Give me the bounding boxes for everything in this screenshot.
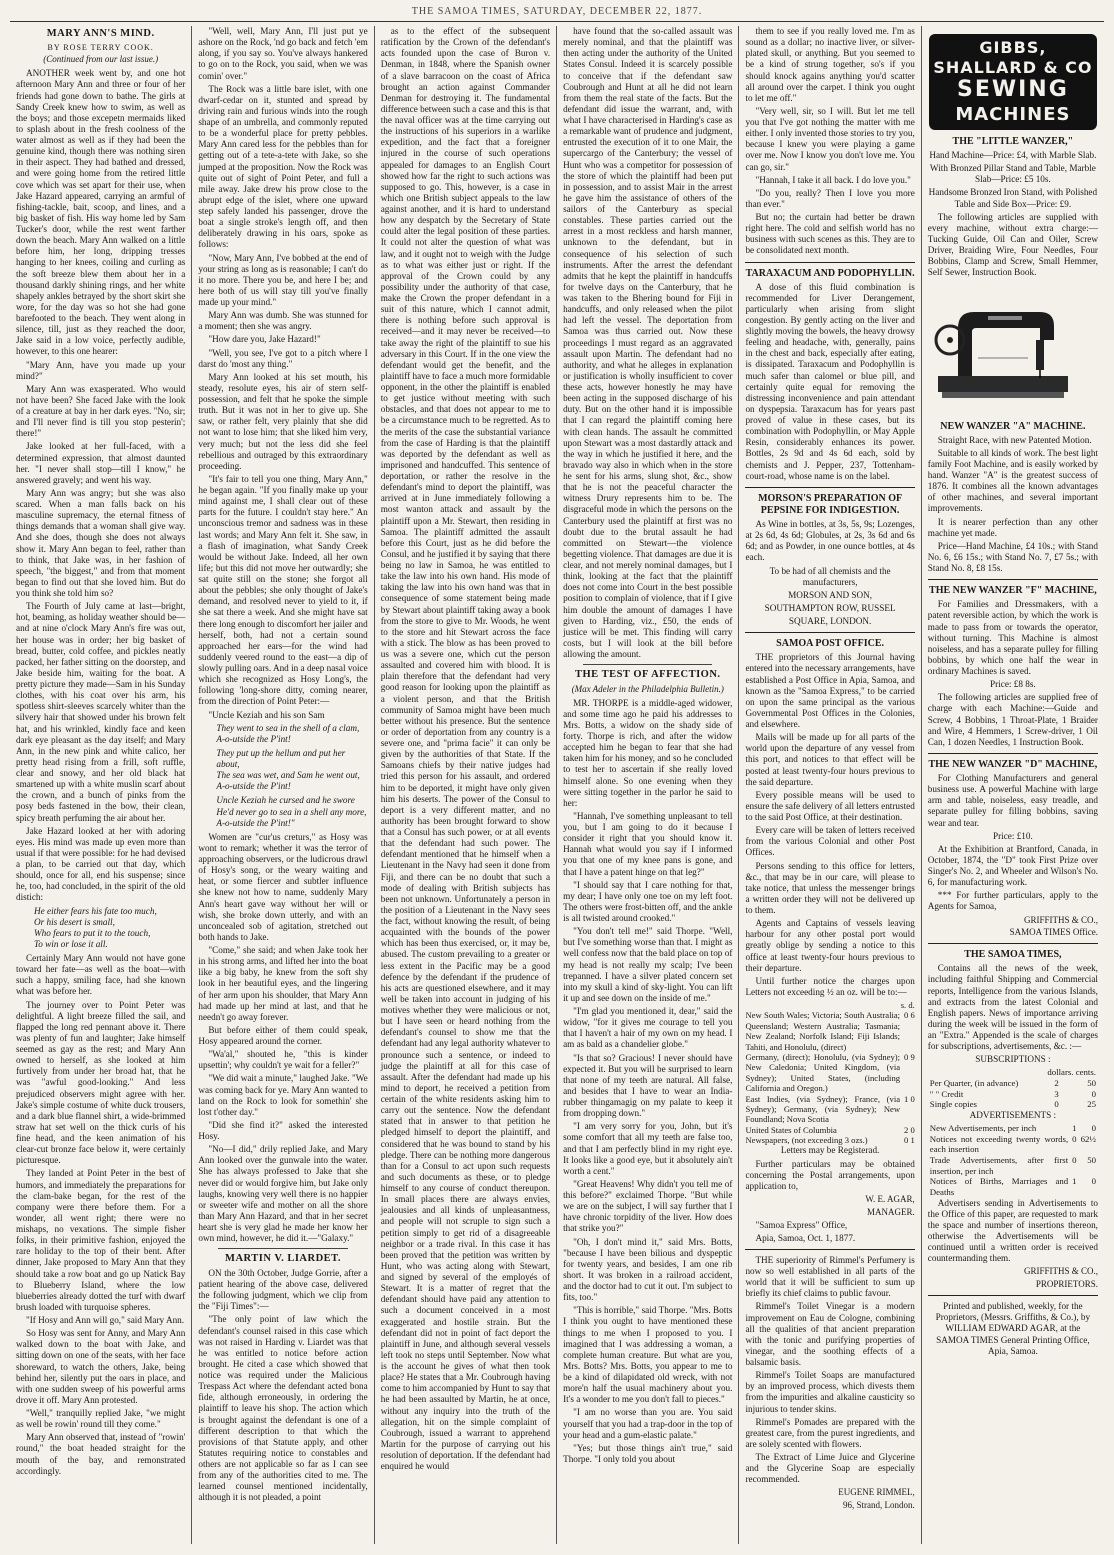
ad-text: *** For further particulars, apply to the Agents for Samoa, (927, 890, 1098, 912)
paragraph: "Well," tranquilly replied Jake, "we might as well be rowin' round till they come." (16, 1408, 186, 1430)
sewing-machine-icon (928, 288, 1078, 406)
ad-text: It is nearer perfection than any other machine yet made. (927, 516, 1098, 538)
signature-name: W. E. AGAR, (865, 1193, 915, 1204)
paragraph: "Great Heavens! Why didn't you tell me of this before?" exclaimed Thorpe. "But while we are on the subject, I will say further that I have chronic torpidity of the liver. How does that strike you?" (563, 1178, 733, 1234)
divider (745, 632, 914, 633)
table-row: Notices not exceeding twenty words, each insertion 0 62½ (929, 1133, 1096, 1155)
printer-imprint: Printed and published, weekly, for the Proprietors, (Messrs. Griffiths, & Co.), by WILLIAM EDWARD AGAR, at the SAMOA TIMES General Printing Office, Apia, Samoa. (935, 1301, 1091, 1356)
paragraph: as to the effect of the subsequent ratification by the Crown of the defendant's acts founded upon the case of Buron v. Denman, in 1848, where the Spanish owner of a slave barracoon on the coast of Africa brought an action against Commander Denman for destroying it. The fundamental difference between such a case and this is that the naval officer was at the time carrying out the instructions of his superiors in a warlike expedition, and the fact that a foreigner injured in the course of such operations appealed for damages to an English Court showed how far the right to such actions was supposed to go. This, however, is a case in which one British subject appeals to the law against another, and it is hard to understand how any despatch by the Secretary of State could alter the legal position of these parties. It could not alter the question of what was law, and it ought not to weigh with the Judge as to what was either just or right. If the approval of the Crown could by any possibility under the authority of that case, make the Crown the proper defendant in a suit of this nature, which I cannot admit, there is nothing before such approval is received—and it may never be received—to take away the right of the plaintiff to sue his adversary in this Court. If in the one view the defendant would get the benefit, and the plaintiff have to face a much more formidable opponent, in the other the plaintiff is enabled to get justice without meeting with such obstacles, and that does not appear to me to be a circumstance much to be regretted. As to the merits of the case the substantial variance from the case of Harding is that the plaintiff was deported by the defendant as well as imprisoned and handcuffed. This sentence of deportation, or rather the resolve in the defendant's mind to deport the plaintiff, was arrived at in June immediately following a most wanton attack and assault by the plaintiff upon a Mr. Stewart, then residing in Samoa. The plaintiff admitted the assault before this Court, just as he did before the Consul, and he justified it by saying that there being no law in Samoa, he was entitled to take the law into his own hand. His mode of taking the law into his own hand was that in consequence of some statement being made by Stewart about plaintiff taking away a book from the store to give to Mr. Woods, he went to the store and hit Stewart across the face with a stick. The blow as has been proved to us was a severe one, which cut the person assaulted and covered him with blood. It is plain therefore that the defendant had very good reason for looking upon the plaintiff as a violent person, and that the British community of Samoa might have been much better without his presence. But the sentence or order of deportation from any country is a severe one, and "prima facie" it can only be given by the authorities of that State. If the Samoans chiefs by their native judges had tried this person for his assault, and ordered him to be deported, it might have only given him his deserts. The power of the Consul to deport is a very different matter, and no authority has been brought forward to show that a Consul has such power, or at all events that the defendant had such power. The defendant mentioned that he himself when a Lieutenant in the Navy had seen it done from Fiji, and there can be no doubt that such a mode of dealing with British subjects has been not unknown. Unfortunately a person in the position of a Lieutenant in the Navy sees the fact, without knowing the result, of being acquainted with the bounds of the power which has been thus exercised, or, it may be, abused. The custom prevailing to a greater or less extent in the Pacific may be a good defence by the defendant if the prudence of his acts are questioned elsewhere, and it may well be taken into account in judging of his motives whether they were malicious or not, but I have seen or heard nothing from the defendant's counsel to show me that the defendant had any legal authority whatever to pronounce such a sentence, or indeed to judge the plaintiff at all for this case of assault. After the defendant had made up his mind to deport, he received a petition from certain of the white residents asking him to carry out the sentence. Now the defendant stated that in answer to that petition he pledged himself to deport the plaintiff, and considered that he was bound to stand by his pledge. There can be nothing more dangerous than for a Consul to act upon such requests and such documents as these, or to pledge himself to any course of conduct thereupon. In small places there are always envies, jealousies and all kinds of unpleasantness, and people will not scruple to sign such a petition simply to get rid of a disagreeable neighbor or a trade rival. In this case it has been proved that the petition was written by Hunt, who was acting along with Stewart, and signed by several of the employés of Stewart. It is a matter of regret that the defendant should have paid any attention to such a document conceived in a most exaggerated and hostile strain. But the defendant did not in point of fact deport the plaintiff in June, and although several vessels left took no steps until September. Now what is the account he gives of what then took place? He states that a Mr. Coubrough having come to him accompanied by Hunt to say that he had been assaulted by Martin, he at once, without any inquiry into the truth of the allegation, hit on the simple complaint of Coubrough, issued a warrant to apprehend Martin for the purpose of carrying out his resolution of deportation. If the defendant had enquired he would (380, 26, 551, 1472)
paragraph: But no; the curtain had better be drawn right here. The cold and selfish world has no business with such scenes as this. They are to be consolidated next month. (745, 212, 915, 256)
paragraph: Mary Ann was exasperated. Who would not have been? She faced Jake with the look of a creature at bay in her dark eyes. "No, sir; and I'll never find is till you stop pesterin'; there!" (16, 383, 186, 439)
advertisements-title: ADVERTISEMENTS : (969, 1110, 1057, 1121)
verse-line: A-o-utside the P'int! (216, 733, 291, 744)
verse (198, 723, 367, 745)
postal-header: s. d. (900, 1000, 915, 1010)
post-office-title: SAMOA POST OFFICE. (776, 638, 885, 650)
advertisements-table (928, 1123, 1098, 1197)
ad-text: As Wine in bottles, at 3s, 5s, 9s; Lozenges, at 2s 6d, 4s 6d; Globules, at 2s, 3s 6d and 6s 6d; and as Powder, in one ounce bottles, at 4s each. (745, 519, 915, 563)
paragraph: THE proprietors of this Journal having entered into the necessary arrangements, have established a Post Office in Apia, Samoa, and known as the "Samoa Express," to be carried on upon the same principal as the various Governmental Post Offices in the Colonies, and elsewhere. (745, 652, 915, 729)
divider (928, 1295, 1098, 1296)
subscriptions-table (928, 1067, 1098, 1110)
paragraph: Mary Ann was dumb. She was stunned for a moment; then she was angry. (198, 310, 368, 332)
verse-line: The sea was wet, and Sam he went out, (216, 770, 360, 781)
paragraph: Women are "cur'us creturs," as Hosy was wont to remark; whether it was the terror of approaching observers, or the ludicrous drawl of Hosy's song, or the weary waiting and heat, or some fiercer and subtler influence she knew not how to name, suddenly Mary Ann's heart gave way without her will or wish, she broke down utterly, and with an unconcealed sob of agitation, stretched out both hands to Jake. (198, 831, 368, 942)
paragraph: "Did she find it?" asked the interested Hosy. (198, 1119, 368, 1141)
table-row: dollars. cents. (1047, 1067, 1096, 1078)
article-title: MARTIN V. LIARDET. (225, 1253, 342, 1265)
table-row: Trade Advertisements, after first insertion, per inch 0 50 (929, 1155, 1096, 1176)
paragraph: "The only point of law which the defendant's counsel raised in this case which was not raised in Harding v. Liardet was that he was entitled to notice before action brought. He cited a case which showed that notice was required under the Malicious Trespass Act where the defendant acted bona fide, although erroneously, in ordering the plaintiff to leave his shop. The action which is brought against the defendant is one of a different description to that which the provisions of that Statute apply, and other Statutes requiring notice to constables and others are not applicable so far as I can see from any of the authorities cited to me. The learned counsel mentioned incidentally, although it is not pleaded, a point (198, 1314, 368, 1503)
ad-text: Price—Hand Machine, £4 10s.; with Stand No. 6, £6 15s.; with Stand No. 7, £7 5s.; with Stand No. 8, £8 15s. (927, 540, 1098, 574)
column-6 (922, 26, 1104, 1544)
ad-text: Rimmel's Toilet Soaps are manufactured by an improved process, which divests them from the impurities and alkaline causticity so injurious to tender skins. (745, 1370, 915, 1414)
ad-text: The following articles are supplied with every machine, without extra charge:—Tucking Guide, Oil Can and Oiler, Screw Driver, Braiding Wire, Four Needles, Four Bobbins, Clamp and Screw, Small Hemmer, Self Sewer, Instruction Book. (927, 211, 1098, 278)
paragraph: Mary Ann looked at his set mouth, his steady, resolute eyes, his air of stern self-possession, and felt that he spoke the simple truth. But it was not in her to give up. She saw, or rather felt, very plainly that she did not want to lose him; that she liked him very, very much; but not the less did she feel rebellious and outraged by this extraordinary proceeding. (198, 371, 368, 471)
paragraph: "Wa'al," shouted he, "this is kinder upsettin'; why couldn't ye wait for a feller?" (198, 1049, 368, 1071)
ad-text: For Families and Dressmakers, with a patent reversible action, by which the work is made to pass from or towards the operator, without turning. This Machine is almost noiseless, and has a separate pulley for filling bobbins, by which one half the wear in ordinary Machines is saved. (927, 599, 1098, 677)
verse-line: He either fears his fate too much, (34, 905, 157, 916)
paragraph: ANOTHER week went by, and one hot afternoon Mary Ann and three or four of her friends had gone down to bathe. The girls at Sandy Creek knew how to swim, as well as the boys; and those excepetn mermaids liked to splash about in the fresh coolness of the water almost as well as if they had been the genuine kind, though there was nothing siren in their aspect. They had bathed and dressed, and were going home from the retired little cove which was set apart for their use, when Jake Hazard appeared, carrying an armful of fishing-tackle, bait, scoop, and lines, and a big basket of fish. His way home led by Sam Tucker's door, while the rest went farther down the beach. Mary Ann walked on a little before him, her long, dripping tresses hanging to her knees, coiling and curling as the soft breeze blew them about her in a thousand darkly shining rings, and her white shapely ankles betrayed by the short skirt she wore, for the day was so hot she had gone barefooted to the beach. They went along in silence, till, just as they reached the door, Jake said in a low voice, perfectly audible, however, to this one hearer: (16, 68, 186, 357)
ad-text: The following articles are supplied free of charge with each Machine:—Guide and Screw, 4 Bobbins, 1 Throat-Plate, 1 Braider and Wire, 4 Hemmers, 1 Screw-driver, 1 Oil Can, 1 dozen Needles, 1 Instruction Book. (927, 692, 1098, 747)
verse (198, 748, 367, 793)
paragraph: Mary Ann observed that, instead of "rowin' round," the boat headed straight for the mouth of the bay, and remonstrated accordingly. (16, 1432, 186, 1476)
signature-address: 96, Strand, London. (843, 1500, 915, 1511)
paragraph: Every possible means will be used to ensure the safe delivery of all letters entrusted to the said Post Office, at their destination. (745, 789, 915, 822)
ad-text: To be had of all chemists and the manufacturers, (769, 565, 891, 587)
paragraph: Agents and Captains of vessels leaving harbour for any other postal port would greatly oblige by sending a notice to this office at least twenty-four hours previous to their departure. (745, 918, 915, 973)
postal-rate-row: Newspapers, (not exceeding 3 ozs.) 0 1 (745, 1135, 915, 1146)
signature-name: EUGENE RIMMEL, (838, 1487, 915, 1498)
divider (745, 1249, 914, 1250)
paragraph: "I should say that I care nothing for that, my dear; I have only one toe on my left foot. The others were frost-bitten off, and the ankle is all twisted around crooked." (563, 879, 733, 924)
paragraph: Advertisers sending in Advertisements to the Office of this paper, are requested to mark the space and number of insertions thereon, otherwise the Advertisements will be continued until a written order is received countermanding them. (927, 1197, 1098, 1264)
column-3 (375, 26, 557, 1544)
paragraph: "Hannah, I've something unpleasant to tell you, but I am going to do it because I consider it right that you should know it. Hannah what would you say if I informed you that one of my knee pans is gone, and that I have a patent hinge on that leg?" (563, 810, 733, 877)
paragraph: Contains all the news of the week, including faithful Shipping and Commercial reports, Intelligence from the various Islands, and extracts from the latest Colonial and English papers. News of importance arriving during the week will be issued in the form of an "Extra." Appended is the scale of charges for subscriptions, advertisements, &c. :— (927, 963, 1098, 1052)
paragraph: "I'm glad you mentioned it, dear," said the widow, "for it gives me courage to tell you that I haven't a hair of my own on my head. I am as bald as a chandelier globe." (563, 1006, 733, 1050)
paragraph: "If Hosy and Ann will go," said Mary Ann. (26, 1315, 185, 1325)
paragraph: Every care will be taken of letters received from the various Colonial and other Post Offices. (745, 825, 915, 858)
paragraph: "Now, Mary Ann, I've bobbed at the end of your string as long as is reasonable; I can't do it no more. There you be, and here I be; and here both of us will stay till you've finally made up your mind." (198, 252, 368, 307)
signature-date: Apia, Samoa, Oct. 1, 1877. (755, 1232, 856, 1243)
divider (583, 664, 712, 665)
verse-line: To win or lose it all. (34, 938, 108, 949)
ad-text: Hand Machine—Price: £4, with Marble Slab. (929, 150, 1097, 161)
ad-title-little-wanzer: THE "LITTLE WANZER," (952, 136, 1074, 147)
paragraph: Certainly Mary Ann would not have gone toward her fate—as well as the boat—with such a happy, smiling face, had she known what was before her. (16, 953, 186, 997)
story-byline: BY ROSE TERRY COOK. (47, 42, 154, 52)
paragraph: Mary Ann was angry; but she was also scared. When a man falls back on his masculine supremacy, the eternal fitness of things demands that a woman shall give way. And she does, though she does not always show it. Mary Ann began to feel, rather than to think, that Jake was, in her fashion of speech, "the biggest," and from that moment began to find out that she loved him. But do you think she told him so? (16, 487, 186, 598)
divider (928, 943, 1098, 944)
paragraph: "Yes; but those things ain't true," said Thorpe. "I only told you about (563, 1442, 733, 1464)
ad-title-wanzer-d: THE NEW WANZER "D" MACHINE, (928, 758, 1098, 770)
verse-line: He'd never go to sea in a shell any more, (216, 806, 367, 817)
paragraph: Jake Hazard looked at her with adoring eyes. His mind was made up even more than usual if that were possible: for he had devised a plan, to be carried out that day, which should, once for all, end his suspense; since he, too, had concluded, in the spirit of the old distich: (16, 825, 186, 903)
table-row: Notices of Births, Marriages and Deaths 1 0 (929, 1176, 1096, 1197)
paragraph: have found that the so-called assault was merely nominal, and that the plaintiff was then acting under the authority of the United States Consul. Indeed it is scarcely possible to conceive that if the defendant saw Coubrough and Hunt at all he did not learn from them the real state of the facts. But the defendant did issue the warrant, and, with what I have characterised in Harding's case as a remarkable want of prudence and judgment, entrusted the execution of it to one Mair, the supercargo of the Canterbury; the vessel of Hunt who was a competitor for possession of the store of which the plaintiff had been put in possession, and to assist Mair in the arrest he gave him the assistance of others of the sailors of the Canterbury as special constables. These parties carried out the arrest in a most reckless and harsh manner, unknown to the defendant, but in consequence of his selection of such instruments. After the arrest the defendant admits that he kept the plaintiff in handcuffs for twelve days on the Canterbury, that he was taken to the Bhering bound for Fiji in handcuffs, and only released when the pilot had left the vessel. The deportation from Samoa was thus carried out. Now these proceedings I must regard as an aggravated assault upon Martin. The defendant had no authority, and what he alleges in explanation or justification is wholly insufficient to cover these acts, however honestly he may have been acting in the supposed discharge of his duty. But on the other hand it is impossible that I can regard the plaintiff coming here with clean hands. The assault he committed upon Stewart was a most dastardly attack and the way in which he justified it here, and the bravado way also in which when in the store he sent for his arms, slung shot, &c., show that he is not the peaceful character the witness Drury represents him to be. The disgraceful mode in which the persons on the Canterbury used the plaintiff at first was no doubt due to the brutal assault he had committed on Stewart—the violence begetting violence. That damages are due it is clear, and not merely nominal damages, but I think, looking at the fact that the plaintiff does not come into Court in the best possible position to complain of violence, that if I give him double the amount of damages I have given to Harding, viz., £50, the ends of justice will be met. This finding will carry costs, but I will look at the bill before allowing the amount. (563, 26, 733, 659)
column-5 (739, 26, 921, 1544)
ad-title-taraxacum: TARAXACUM AND PODOPHYLLIN. (745, 267, 915, 279)
column-2 (192, 26, 374, 1544)
paragraph: But before either of them could speak, Hosy appeared around the corner. (198, 1024, 368, 1046)
verse-line: Uncle Keziah he cursed and he swore (216, 795, 355, 806)
proprietor-role: PROPRIETORS. (1035, 1279, 1098, 1290)
ad-title-wanzer-a: NEW WANZER "A" MACHINE. (940, 420, 1086, 432)
ad-text: Rimmel's Toilet Vinegar is a modern improvement on Eau de Cologne, combining all the qualities of that ancient preparation with the tonic and purifying properties of vinegar, and the soothing effects of a balsamic basis. (745, 1301, 915, 1368)
ad-title-pepsine: MORSON'S PREPARATION OF PEPSINE FOR INDIGESTION. (758, 492, 903, 516)
ad-text: A dose of this fluid combination is recommended for Liver Derangement, particularly when arising from slight congestion. By gently acting on the liver and slightly moving the bowels, the heavy drowsy feeling and headache, with, generally, pains in the chest and back, especially after eating, is dissipated. Taraxacum and Podophyllin is much safer than calomel or blue pill, and certainly quite equal for removing the distressing inconvenience and pain attendant on dyspepsia. Taraxacum has for years past proved of value in these cases, but its combination with Podophyllin, or May Apple Resin, considerably enhances its power. Bottles, 2s 9d and 4s 6d each, sold by chemists and J. Pepper, 237, Tottenham-court-road, whose name is on the label. (745, 281, 915, 481)
ad-title-wanzer-f: THE NEW WANZER "F" MACHINE, (929, 585, 1097, 597)
divider (745, 262, 914, 263)
verse (16, 906, 185, 951)
paragraph: "Well, well, Mary Ann, I'll just put ye ashore on the Rock, 'nd go back and fetch 'em along, if you say so. You've always hankered to go on to the Rock, you said, when we was comin' over." (198, 26, 368, 81)
divider (928, 579, 1098, 580)
signature-office: "Samoa Express" Office, (755, 1219, 848, 1230)
ad-text: Straight Race, with new Patented Motion. (937, 434, 1092, 445)
paragraph: "It's fair to tell you one thing, Mary Ann," he began again. "If you finally make up your mind against me, I shall clear out of these parts for the future. I couldn't stay here." An unconscious tremor and sadness was in these last words; and Mary Ann felt it. She saw, in a flash of imagination, what Sandy Creek would be without Jake. Indeed, all her own life; but this did not move her outwardly; she sat quite still on the stone; she forgot all about the pebbles; she only thought of Jake's demand, and resolved never to yield to it, if she sat there a week. And she might have sat there long enough to discomfort her jailer and herself, both, had not a certain sound approached her ears—for the wind had suddenly veered round to the east—a dip of slowly pulling oars. And in a deep nasal voice which she recognized as Hosy Long's, the following 'long-shore ditty, coming nearer, from the direction of Point Peter:— (198, 473, 368, 707)
ad-text: With Bronzed Pillar Stand and Table, Marble Slab—Price: £5 10s. (929, 163, 1096, 185)
signature-role: MANAGER. (867, 1206, 915, 1217)
paragraph: MR. THORPE is a middle-aged widower, and some time ago he paid his addresses to Mrs. Botts, a widow on the shady side of forty. Thorpe is rich, and after the widow accepted him he began to fear that she had taken him for his money, and so he concluded to test her to ascertain if she really loved himself alone. So one evening when they were sitting together in the parlor he said to her: (563, 697, 733, 808)
column-4 (557, 26, 739, 1544)
paragraph: "Do you, really? Then I love you more than ever." (745, 187, 915, 209)
paragraph: "I am no worse than you are. You said yourself that you had a trap-door in the top of your head and a gum-elastic palate." (563, 1407, 733, 1440)
table-row: New Advertisements, per inch 1 0 (929, 1123, 1096, 1134)
agent-name: GRIFFITHS & CO., (1023, 914, 1098, 925)
paragraph: "How dare you, Jake Hazard!" (208, 334, 321, 345)
verse-line: A-o-utside the P'int! (216, 781, 291, 792)
ad-text: Rimmel's Pomades are prepared with the greatest care, from the purest ingredients, and are solely scented with flowers. (745, 1416, 915, 1449)
ad-text: For Clothing Manufacturers and general business use. A powerful Machine with large arm and table, noiseless, easy treadle, and separate pulley for filling bobbins, saving wear and tear. (927, 773, 1098, 828)
ad-text: THE superiority of Rimmel's Perfumery is now so well established in all parts of the world that it will be sufficient to sum up briefly its chief claims to public favour. (745, 1254, 915, 1299)
ad-price: Price: £8 8s. (990, 679, 1036, 690)
ad-text: Handsome Bronzed Iron Stand, with Polished Table and Side Box—Price: £9. (928, 187, 1098, 209)
paragraph: "I am very sorry for you, John, but it's some comfort that all my teeth are false too, and that I am perfectly blind in my right eye. It looks like a good eye, but it absolutely ain't worth a cent." (563, 1121, 733, 1176)
article-source: (Max Adeler in the Philadelphia Bulletin.) (571, 683, 724, 694)
paragraph: "Hannah, I take it all back. I do love you." (755, 174, 911, 185)
ad-maker: MORSON AND SON, (788, 589, 873, 600)
paragraph: ON the 30th October, Judge Gorrie, after a patient hearing of the above case, delivered the following judgment, which we clip from the "Fiji Times":— (198, 1267, 368, 1312)
columns (10, 26, 1104, 1544)
paragraph: them to see if you really loved me. I'm as sound as a dollar; no inactive liver, or silver-plated skull, or anything. But you seemed to be a kind of strung together, so's if you should knock agains anything you'd scatter all around over the carpet. I think you ought to let me off." (745, 26, 915, 103)
paragraph: The Fourth of July came at last—bright, hot, beaming, as holiday weather should be—and at nine o'clock Mary Ann's fire was out, her house was in order; her big basket of bread, butter, cold coffee, and pickles neatly packed, her father sitting on the doorstep, and Jake beside him, waiting for the boat. A pretty picture they made—Sam in his Sunday clothes, with his coat over his arm, his spotless shirt-sleeves scarcely whiter than the silvery hair that showed under his brown felt hat, and his wrinkled, kindly face and keen dark eye pleasant as the day itself; and Mary Ann, in the new pink and white calico, her pretty head rising from a frill, soft ruffle, clear and snowy, and her old black hat smartened up with a white muslin scarf about the crown, and a bunch of pinks from the posy beds fastened in the bow, their clean, spicy breath perfuming the air about her. (16, 601, 186, 823)
paragraph: "You don't tell me!" said Thorpe. "Well, but I've something worse than that. I might as well confess now that the bald place on top of my head is not really my scalp; I've been trepanned. I have a silver plated concern set into my skull a kind of sky-light. You can lift it up and see down on the inside of me." (563, 926, 733, 1003)
paragraph: "Come," she said; and when Jake took her in his strong arms, and lifted her into the boat like a big baby, he knew from the soft shy look in her beautiful eyes, and the lingering of her arm upon his shoulder, that Mary Ann had made up her mind at last, and that he needn't go away forever. (198, 945, 368, 1022)
postal-rate-row: Germany, (direct); Honolulu, (via Sydney); New Caledonia; United Kingdom, (via Sydney); United States, (including California and Oregon.) 0 9 (745, 1051, 915, 1094)
article-title: THE TEST OF AFFECTION. (574, 669, 721, 681)
paragraph: So Hosy was sent for Anny, and Mary Ann walked down to the boat with Jake, and sitting down on one of the seats, with her face shoreward, to watch the others, Jake, being behind her, silently put the oars in place, and with one sudden sweep of his powerful arms drove it off. Mary Ann protested. (16, 1328, 186, 1405)
paragraph: Mails will be made up for all parts of the world upon the departure of any vessel from this port, and notices to that effect will be posted at least twenty-four hours previous to the said departure. (745, 732, 915, 787)
paragraph: "No—I did," drily replied Jake, and Mary Ann looked over the gunwale into the water. She has always professed to Jake that she never did or would forgive him, but Jake only laughs, knowing very well there is no happier or sweeter wife and mother on all the shore than Mary Ann Hazard, and that in her secret heart she is very glad he made her know her own mind, however, he did it.—"Galaxy." (198, 1144, 368, 1244)
paragraph: "Uncle Keziah and his son Sam (208, 709, 325, 720)
subscriptions-title: SUBSCRIPTIONS : (975, 1054, 1051, 1065)
continued-note: (Continued from our last issue.) (43, 54, 159, 65)
verse-line: Who fears to put it to the touch, (34, 927, 151, 938)
agent-office: SAMOA TIMES Office. (1009, 927, 1098, 938)
postal-rate-row: East Indies, (via Sydney); France, (via Sydney); Germany, (via Sydney); New Foundland; Nova Scotia 1 0 (745, 1093, 915, 1125)
paragraph: "Is that so? Gracious! I never should have expected it. But you will be surprised to learn that none of my teeth are natural. All false, and besides that I have to wear an India-rubber thingamagig on my palate to keep it from dropping down." (563, 1052, 733, 1119)
paragraph: "Well, you see, I've got to a pitch where I darst do 'most any thing." (198, 347, 368, 369)
paragraph: The journey over to Point Peter was delightful. A light breeze filled the sail, and flapped the long red pennant above it. There was plenty of fun and laughter; Jake himself seemed as gay as the rest; and Mary Ann owned to herself, as she looked at him furtively from under her broad hat, that he was "awful good-looking." And less prejudiced observers might agree with her. Jake's simple costume of white duck trousers, and a dark blue flannel shirt, a wide-brimmed straw hat set well on the thick curls of his fine head, and the keen animation of his clear-cut bronze face below it, were certainly picturesque. (16, 999, 186, 1166)
ad-address: SOUTHAMPTON ROW, RUSSEL (764, 602, 896, 613)
paragraph: "This is horrible," said Thorpe. "Mrs. Botts I think you ought to have mentioned these things to me when I proposed to you. I imagined that I was addressing a woman, a complete human creature. But what are you, Mrs. Botts? Mrs. Botts, you appear to me to be a kind of dilapidated old wreck, with not more'n half the usual machinery about you. It's a wonder to me you don't fall to pieces." (563, 1305, 733, 1405)
registered-note: Letters may be Registerad. (780, 1145, 880, 1156)
divider (745, 487, 914, 488)
gibbs-shallard-logo: GIBBS, SHALLARD & CO SEWING MACHINES (929, 34, 1097, 130)
samoa-times-title: THE SAMOA TIMES, (964, 949, 1062, 961)
divider (218, 1248, 347, 1249)
verse-line: They went to sea in the shell of a clam, (216, 722, 360, 733)
verse-line: They put up the hellum and put her about, (216, 747, 346, 769)
paragraph: They landed at Point Peter in the best of humors, and immediately the preparations for the clam-bake began, for the rest of the company were there before them. For a wonder, all went right; there were no mishaps, no vexations. The simple fisher folks, in their primitive fashion, enjoyed the rare holiday to the top of their bent. After dinner, Jake proposed to Mary Ann that they should take a row boat and go up Natick Bay to Blueberry Island, where the low blueberries already dotted the turf with dwarf brush loaded with turquoise spheres. (16, 1168, 186, 1312)
paragraph: Until further notice the charges upon Letters not exceeding ½ an oz. will be to:— (745, 975, 915, 997)
paragraph: "Oh, I don't mind it," said Mrs. Botts, "because I have been bilious and dyspeptic for twenty years, and besides, I am one rib short. It was broken in a railroad accident, and the doctor had to cut it out. I'm subject to fits, too." (563, 1236, 733, 1303)
column-1 (10, 26, 192, 1544)
masthead: THE SAMOA TIMES, SATURDAY, DECEMBER 22, 1877. (10, 6, 1104, 22)
ad-text: Suitable to all kinds of work. The best light family Foot Machine, and is easily worked by hand. Wanzer "A" is the greatest success of 1876. It combines all the known advantages of other machines, and several important improvements. (927, 447, 1098, 514)
table-row: Single copies 0 25 (929, 1099, 1096, 1110)
postal-rate-row: United States of Columbia 2 0 (745, 1124, 915, 1135)
ad-text: The Extract of Lime Juice and Glycerine and the Glycerine Soap are especially recommended. (745, 1452, 915, 1485)
verse-line: Or his desert is small, (34, 916, 115, 927)
ad-text: At the Exhibition at Brantford, Canada, in October, 1874, the "D" took First Prize over Singer's No. 2, and Wheeler and Wilson's No. 6, for manufacturing work. (927, 843, 1098, 888)
verse-line: A-o-utside the P'int!" (216, 817, 295, 828)
ad-price: Price: £10. (992, 830, 1033, 841)
divider (928, 753, 1098, 754)
paragraph: Persons sending to this office for letters, &c., that may be in our care, will please to take notice, that unless the messenger brings a written order they will not be delivered up to them. (745, 860, 915, 915)
verse (198, 795, 367, 828)
paragraph: Further particulars may be obtained concerning the Postal arrangements, upon application to, (745, 1158, 915, 1191)
paragraph: "We did wait a minute," laughed Jake. "We was coming back for ye. Mary Ann wanted to land on the Rock to look for somethin' she lost t'other day." (198, 1073, 368, 1117)
table-row: Per Quarter, (in advance) 2 50 (929, 1078, 1096, 1089)
story-title: MARY ANN'S MIND. (46, 28, 155, 39)
ad-address: SQUARE, LONDON. (788, 616, 872, 627)
proprietor-name: GRIFFITHS & CO., (1023, 1266, 1098, 1277)
postal-rate-row: New South Wales; Victoria; South Australia; Queensland; Western Australia; Tasmania; New Zealand; Norfolk Island; Fiji Islands; Tahiti, and Honolulu, (direct) 0 6 (745, 1010, 915, 1052)
paragraph: Jake looked at her full-faced, with a determined expression, that almost daunted her. "I never shall stop—till I know," he answered gravely; and went his way. (16, 441, 186, 485)
table-row: " " Credit 3 0 (929, 1088, 1096, 1099)
paragraph: The Rock was a little bare islet, with one dwarf-cedar on it, stunted and spread by driving rain and furious winds into the rough shape of an umbrella, and commonly reputed to be a wonderful place for pretty pebbles. Mary Ann cared less for the pebbles than for getting out of a tete-a-tete with Jake, so she jumped at the proposition. Now the Rock was quite out of sight of Point Peter, and full a mile away. Jake drew his prow close to the abrupt edge of the islet, where one upward step safely landed his passenger, drove the boat a single stroke's length off, and then deliberately drawing in his oars, spoke as follows: (198, 83, 368, 250)
paragraph: "Mary Ann, have you made up your mind?" (16, 359, 186, 381)
paragraph: "Very well, sir, so I will. But let me tell you that I've got nothing the matter with me either. I only invented those stories to try you, because I knew you were playing a game over me. Now I know you don't love me. You can go, sir." (745, 105, 915, 172)
